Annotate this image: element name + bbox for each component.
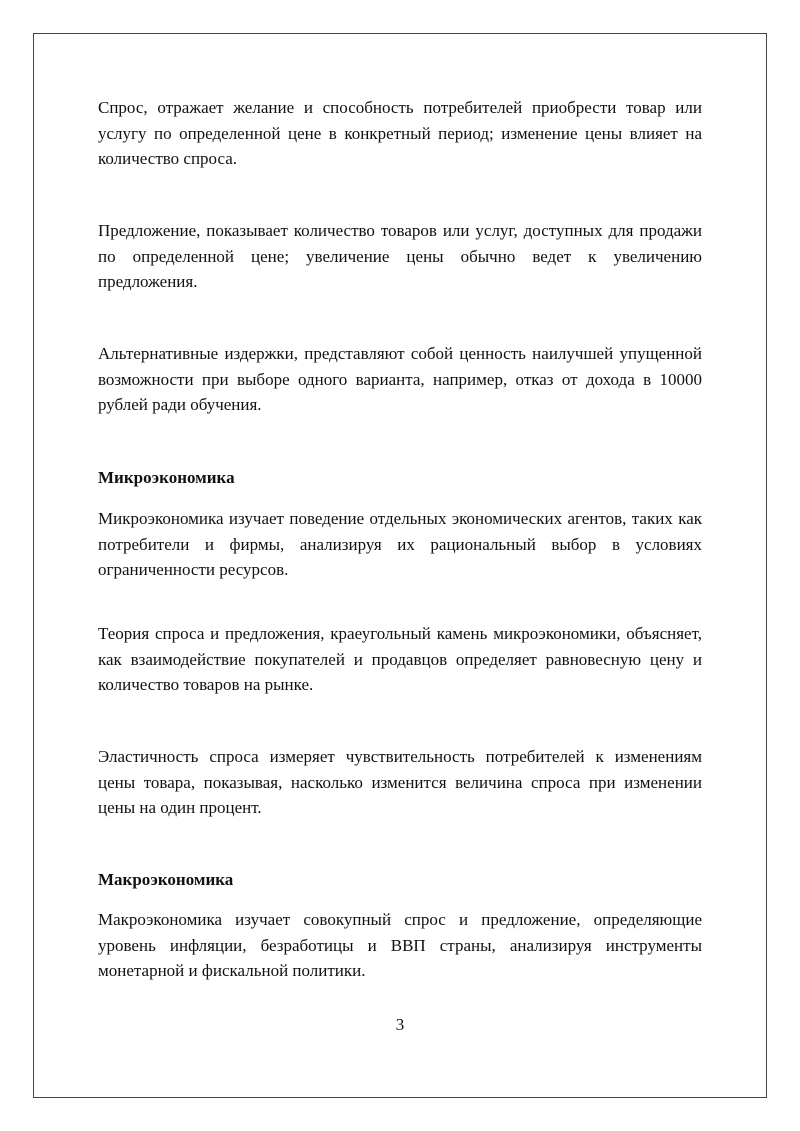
paragraph-opportunity-cost: Альтернативные издержки, представляют собой ценность наилучшей упущенной возможности при выборе одного варианта, например, отказ от дохода в 10000 рублей ради обучения.	[98, 344, 702, 414]
paragraph-micro-3: Эластичность спроса измеряет чувствительность потребителей к изменениям цены товара, показывая, насколько изменится величина спроса при изменении цены на один процент.	[98, 747, 702, 817]
section-heading-micro: Микроэкономика	[98, 468, 235, 487]
paragraph-supply: Предложение, показывает количество товаров или услуг, доступных для продажи по определенной цене; увеличение цены обычно ведет к увеличению предложения.	[98, 221, 702, 291]
paragraph-micro-2: Теория спроса и предложения, краеугольный камень микроэкономики, объясняет, как взаимодействие покупателей и продавцов определяет равновесную цену и количество товаров на рынке.	[98, 624, 702, 694]
section-heading-macro: Макроэкономика	[98, 870, 234, 889]
paragraph-macro-1: Макроэкономика изучает совокупный спрос и предложение, определяющие уровень инфляции, безработицы и ВВП страны, анализируя инструменты монетарной и фискальной политики.	[98, 910, 702, 980]
paragraph-micro-1: Микроэкономика изучает поведение отдельных экономических агентов, таких как потребители и фирмы, анализируя их рациональный выбор в условиях ограниченности ресурсов.	[98, 509, 702, 579]
page-number: 3	[395, 1015, 405, 1034]
paragraph-demand: Спрос, отражает желание и способность потребителей приобрести товар или услугу по определенной цене в конкретный период; изменение цены влияет на количество спроса.	[98, 98, 702, 168]
